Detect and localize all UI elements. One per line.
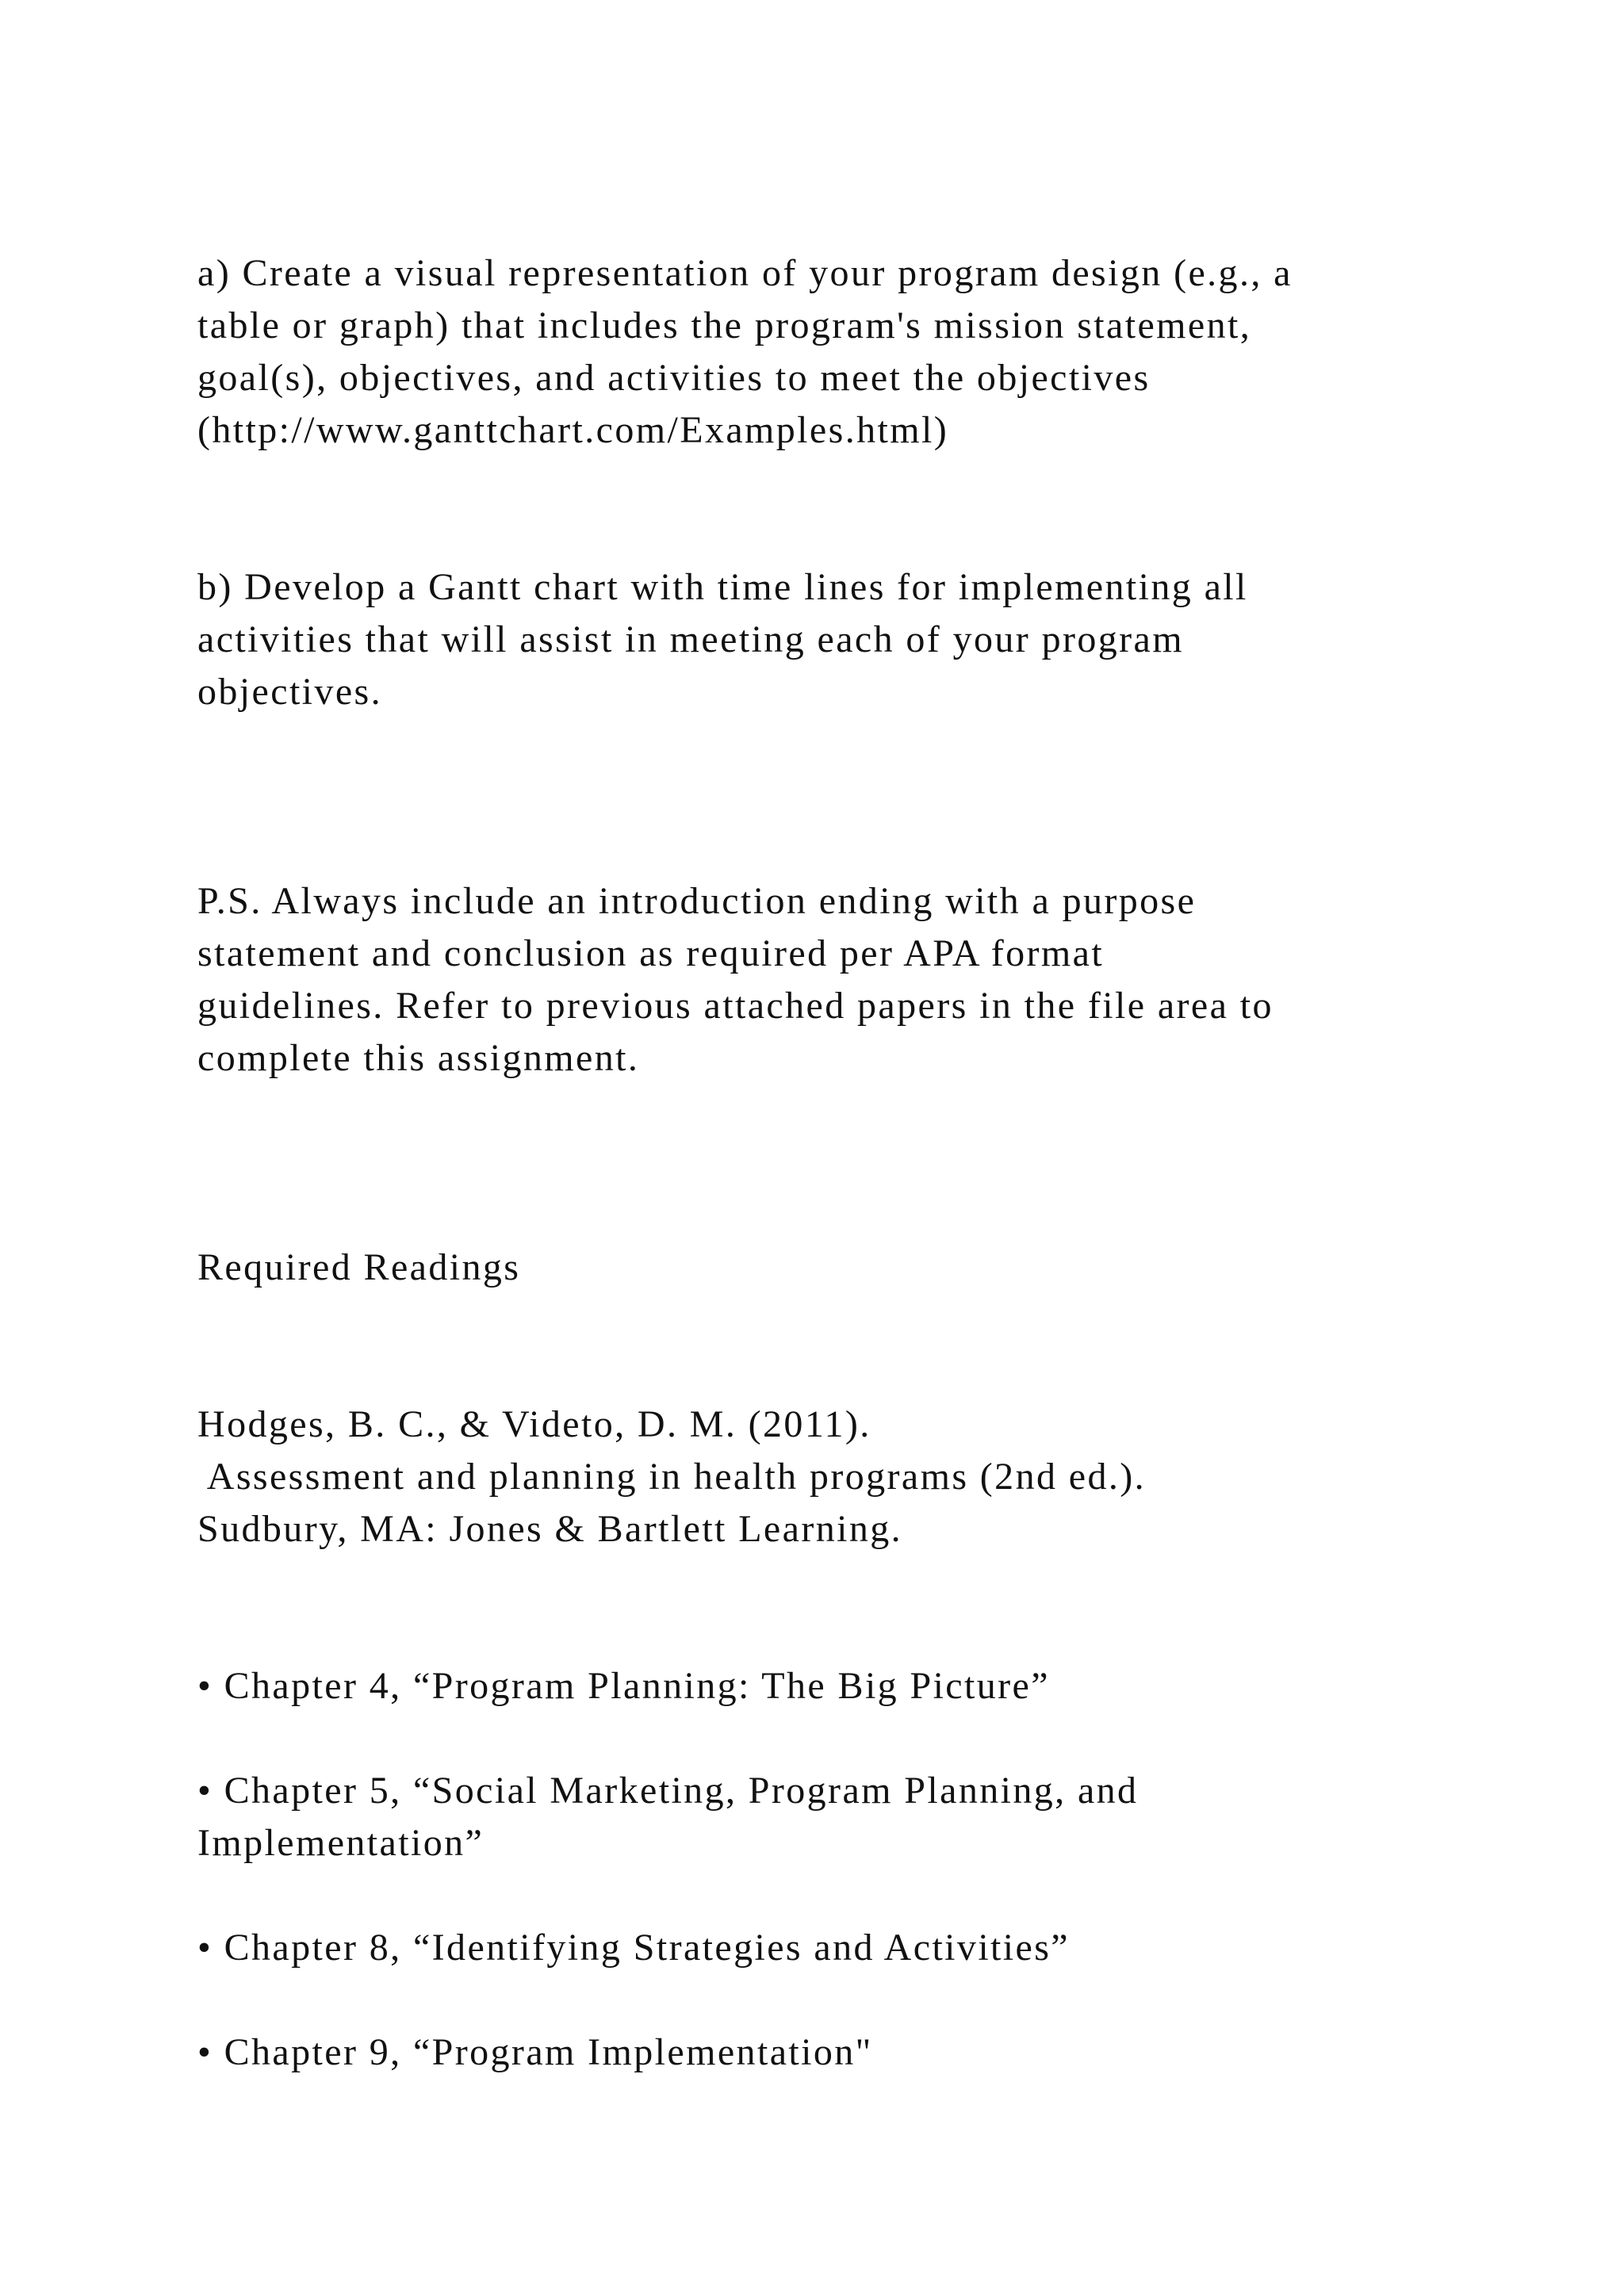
chapter-item-text: • Chapter 5, “Social Marketing, Program Planning, and (197, 1770, 1139, 1812)
chapter-list-item (197, 1660, 1498, 1712)
chapter-item-text: • Chapter 8, “Identifying Strategies and Activities” (197, 1927, 1071, 1969)
citation (197, 1399, 1498, 1556)
required-readings-heading-text: Required Readings (197, 1246, 521, 1288)
chapter-item-text: Implementation” (197, 1822, 485, 1864)
paragraph-b (197, 561, 1498, 718)
chapter-item-text: • Chapter 4, “Program Planning: The Big Picture” (197, 1665, 1050, 1707)
paragraph-b-line: activities that will assist in meeting each of your program (197, 618, 1184, 660)
paragraph-ps-line: complete this assignment. (197, 1037, 640, 1079)
citation-line: Sudbury, MA: Jones & Bartlett Learning. (197, 1508, 903, 1550)
chapter-list-item (197, 1922, 1498, 1974)
paragraph-ps-line: guidelines. Refer to previous attached papers in the file area to (197, 985, 1274, 1027)
paragraph-b-line: objectives. (197, 671, 383, 713)
chapter-list-item (197, 1765, 1498, 1869)
paragraph-b-line: b) Develop a Gantt chart with time lines for implementing all (197, 566, 1248, 608)
paragraph-a-line: a) Create a visual representation of your program design (e.g., a (197, 252, 1293, 294)
citation-line: Assessment and planning in health programs (2nd ed.). (197, 1456, 1147, 1498)
chapter-list-item (197, 2026, 1498, 2079)
paragraph-a (197, 247, 1498, 457)
paragraph-ps-line: P.S. Always include an introduction ending with a purpose (197, 880, 1197, 922)
paragraph-a-link-line: (http://www.ganttchart.com/Examples.html) (197, 409, 949, 451)
citation-line: Hodges, B. C., & Videto, D. M. (2011). (197, 1403, 871, 1445)
chapter-item-text: • Chapter 9, “Program Implementation" (197, 2031, 873, 2073)
required-readings-heading (197, 1242, 1498, 1294)
paragraph-ps (197, 875, 1498, 1085)
paragraph-a-line: goal(s), objectives, and activities to meet the objectives (197, 357, 1151, 399)
paragraph-ps-line: statement and conclusion as required per APA format (197, 932, 1105, 974)
paragraph-a-line: table or graph) that includes the program's mission statement, (197, 304, 1252, 346)
